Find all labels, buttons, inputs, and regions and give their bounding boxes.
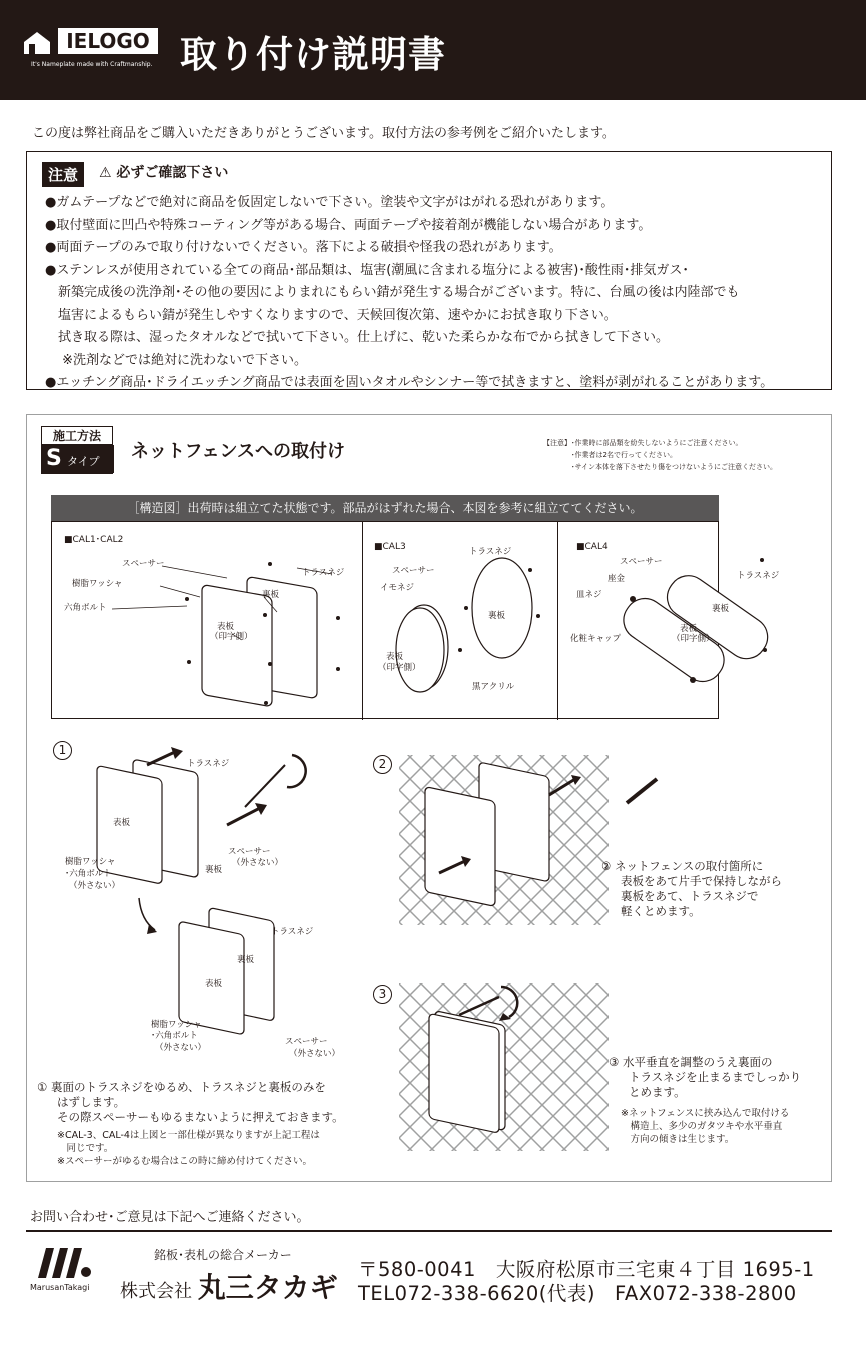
label: イモネジ — [380, 583, 415, 593]
step-line-text: 水平垂直を調整のうえ裏面の — [622, 1055, 773, 1069]
method-title: ネットフェンスへの取付け — [131, 441, 346, 462]
label: 裏板 — [262, 590, 280, 600]
step2-text — [601, 859, 782, 919]
caution-line: 拭き取る際は、湿ったタオルなどで拭いて下さい。仕上げに、乾いた柔らかな布でから拭きして下さい。 — [45, 330, 670, 345]
ielogo-logo — [24, 28, 158, 56]
caution-box — [26, 151, 832, 390]
step-line: その際スペーサーもゆるまないように押えておきます。 — [57, 1110, 344, 1124]
company-prefix: 株式会社 — [120, 1281, 192, 1302]
contact-heading: お問い合わせ･ご意見は下記へご連絡ください。 — [30, 1210, 310, 1225]
caution-subtitle: ⚠ 必ずご確認下さい — [99, 165, 229, 181]
label: スペーサー — [285, 1037, 328, 1047]
label: 化粧キャップ — [570, 634, 622, 644]
label: （外さない） — [232, 858, 284, 868]
label: （外さない） — [155, 1043, 207, 1053]
caution-list — [45, 192, 773, 395]
step-number: 3 — [373, 985, 392, 1004]
label: 表板 — [205, 979, 223, 989]
method-label: 施工方法 — [42, 427, 112, 445]
cal12-title: ■CAL1･CAL2 — [64, 535, 124, 545]
caution-line: 新築完成後の洗浄剤･その他の要因によりまれにもらい錆が発生する場合がございます。特に、台風の後は内陸部でも — [45, 285, 740, 300]
note-line: 方向の傾きは生じます。 — [621, 1134, 735, 1145]
step3-text — [609, 1055, 801, 1100]
caution-line: ●両面テープのみで取り付けないでください。落下による破損や怪我の恐れがあります。 — [45, 240, 562, 255]
installation-section — [26, 414, 832, 1182]
cal4-diagram — [557, 522, 720, 720]
step-line-text: 裏面のトラスネジをゆるめ、トラスネジと裏板のみを — [50, 1080, 326, 1094]
caution-line: ●取付壁面に凹凸や特殊コーティング等がある場合、両面テープや接着剤が機能しない場合があります。 — [45, 217, 652, 233]
label: ･六角ボルト — [151, 1031, 198, 1041]
label: （外さない） — [289, 1049, 341, 1059]
label: ･六角ボルト — [65, 869, 112, 879]
step3-notes — [621, 1107, 789, 1146]
note-line: 同じです。 — [57, 1143, 114, 1154]
label: 表板 — [217, 622, 235, 632]
step-line: 軽くとめます。 — [621, 904, 701, 918]
divider — [26, 1230, 832, 1232]
type-letter: S — [46, 446, 62, 471]
note-line: 構造上、多少のガタツキや水平垂直 — [621, 1121, 783, 1132]
brand-name: MarusanTakagi — [30, 1283, 90, 1292]
label: 樹脂ワッシャ — [65, 857, 116, 867]
cal3-diagram — [362, 522, 557, 720]
house-icon — [24, 32, 50, 54]
method-notes — [543, 437, 777, 473]
label: トラスネジ — [271, 927, 314, 937]
phone-fax: TEL072-338-6620(代表) FAX072-338-2800 — [358, 1282, 797, 1305]
step-line: 裏板をあて、トラスネジで — [621, 889, 759, 903]
label: 表板 — [386, 652, 404, 662]
step-line: ② ネットフェンスの取付箇所に — [601, 859, 764, 873]
label: 樹脂ワッシャ — [72, 579, 123, 589]
step3-illustration — [399, 973, 619, 1153]
label: スペーサー — [122, 559, 165, 569]
cal4-title: ■CAL4 — [576, 542, 608, 552]
caution-line: ●ガムテープなどで絶対に商品を仮固定しないで下さい。塗装や文字がはがれる恐れがあります。 — [45, 195, 614, 210]
label: 皿ネジ — [576, 590, 602, 600]
step2-illustration — [399, 735, 619, 935]
step-line: ① 裏面のトラスネジをゆるめ、トラスネジと裏板のみを — [37, 1080, 326, 1094]
caution-line: ●ステンレスが使用されている全ての商品･部品類は、塩害(潮風に含まれる塩分による被害)･酸性雨･排気ガス･ — [45, 262, 689, 278]
note-line: ･サイン本体を落下させたり傷をつけないようにご注意ください。 — [543, 463, 778, 471]
note-line: ･作業者は2名で行ってください。 — [543, 451, 677, 459]
label: 裏板 — [488, 611, 506, 621]
label: （外さない） — [69, 881, 121, 891]
label: 表板 — [680, 624, 698, 634]
note-line: ※ネットフェンスに挟み込んで取付ける — [621, 1108, 790, 1119]
step-line: はずします。 — [57, 1095, 126, 1109]
label: トラスネジ — [302, 568, 345, 578]
intro-text: この度は弊社商品をご購入いただきありがとうございます。取付方法の参考例をご紹介いたします。 — [32, 126, 615, 141]
step-number: 1 — [53, 741, 72, 760]
type-label: タイプ — [67, 455, 100, 468]
label: トラスネジ — [187, 759, 230, 769]
note-line: ※スペーサーがゆるむ場合はこの時に締め付けてください。 — [57, 1156, 312, 1167]
label: スペーサー — [228, 847, 271, 857]
label: 裏板 — [205, 865, 223, 875]
company-main-name: 丸三タカギ — [197, 1271, 338, 1304]
step1-text — [37, 1080, 344, 1125]
caution-label: 注意 — [42, 162, 84, 187]
step-line: ③ 水平垂直を調整のうえ裏面の — [609, 1055, 773, 1069]
label: スペーサー — [620, 557, 663, 567]
step-line: とめます。 — [629, 1085, 686, 1099]
structure-bar: ［構造図］出荷時は組立てた状態です。部品がはずれた場合、本図を参考に組立ててください。 — [51, 495, 719, 521]
label: （印字側） — [672, 634, 715, 644]
label: 樹脂ワッシャ — [151, 1020, 202, 1030]
label: （印字側） — [378, 663, 421, 673]
document-title: 取り付け説明書 — [180, 33, 446, 76]
logo-text: IELOGO — [58, 28, 158, 54]
cal12-diagram — [52, 522, 362, 720]
caution-line: ※洗剤などでは絶対に洗わないで下さい。 — [45, 352, 308, 368]
step-line: 表板をあて片手で保持しながら — [621, 874, 782, 888]
label: 六角ボルト — [64, 603, 107, 613]
label: 表板 — [113, 818, 131, 828]
type-badge — [42, 445, 114, 473]
method-badge — [41, 426, 113, 474]
label: スペーサー — [392, 566, 435, 576]
logo-tagline: It's Nameplate made with Craftmanship. — [31, 61, 153, 68]
note-line: 【注意】･作業時に部品類を紛失しないようにご注意ください。 — [543, 439, 743, 447]
company-subtitle: 銘板･表札の総合メーカー — [154, 1248, 292, 1262]
caution-line: 塩害によるもらい錆が発生しやすくなりますので、天候回復次第、速やかにお拭き取り下さい。 — [45, 307, 617, 323]
header — [0, 0, 866, 100]
marusan-takagi-logo — [32, 1244, 96, 1280]
step-line-text: ネットフェンスの取付箇所に — [614, 859, 764, 873]
label: 座金 — [608, 574, 626, 584]
cal3-title: ■CAL3 — [374, 542, 406, 552]
label: 裏板 — [712, 604, 730, 614]
step1-notes — [57, 1129, 320, 1168]
structure-diagrams — [51, 521, 780, 719]
caution-line: ●エッチング商品･ドライエッチング商品では表面を固いタオルやシンナー等で拭きますと、塗料が剥がれることがあります。 — [45, 375, 774, 390]
step-line: トラスネジを止まるまでしっかり — [629, 1070, 802, 1084]
company-name — [120, 1266, 338, 1306]
label: トラスネジ — [737, 571, 780, 581]
note-line: ※CAL-3、CAL-4は上図と一部仕様が異なりますが上記工程は — [57, 1130, 320, 1141]
address: 〒580-0041 大阪府松原市三宅東４丁目 1695-1 — [358, 1258, 815, 1281]
label: トラスネジ — [469, 547, 512, 557]
label: 裏板 — [237, 955, 255, 965]
label: 黒アクリル — [472, 682, 515, 692]
step-number: 2 — [373, 755, 392, 774]
label: （印字側） — [210, 632, 253, 642]
